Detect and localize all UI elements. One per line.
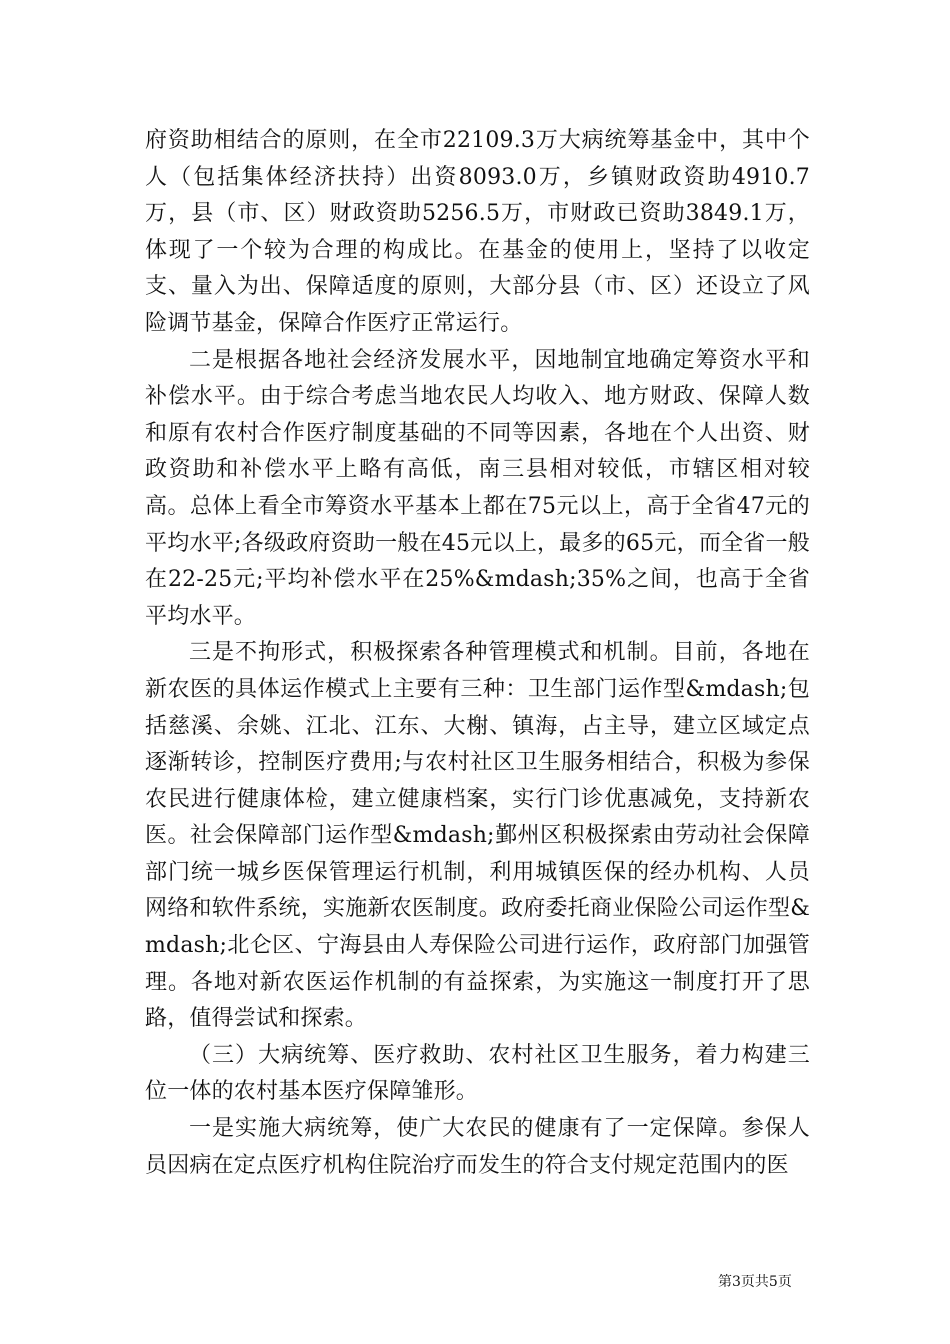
paragraph-1: 府资助相结合的原则，在全市22109.3万大病统筹基金中，其中个人（包括集体经济扶持）出资8093.0万，乡镇财政资助4910.7万，县（市、区）财政资助5256.5万，市财政已资助3849.1万，体现了一个较为合理的构成比。在基金的使用上，坚持了以收定支、量入为出、保障适度的原则，大部分县（市、区）还设立了风险调节基金，保障合作医疗正常运行。 bbox=[145, 128, 810, 336]
paragraph-3: 三是不拘形式，积极探索各种管理模式和机制。目前，各地在新农医的具体运作模式上主要有三种：卫生部门运作型&mdash;包括慈溪、余姚、江北、江东、大榭、镇海，占主导，建立区域定点逐渐转诊，控制医疗费用;与农村社区卫生服务相结合，积极为参保农民进行健康体检，建立健康档案，实行门诊优惠减免，支持新农医。社会保障部门运作型&mdash;鄞州区积极探索由劳动社会保障部门统一城乡医保管理运行机制，利用城镇医保的经办机构、人员网络和软件系统，实施新农医制度。政府委托商业保险公司运作型&mdash;北仑区、宁海县由人寿保险公司进行运作，政府部门加强管理。各地对新农医运作机制的有益探索，为实施这一制度打开了思路，值得尝试和探索。 bbox=[145, 640, 810, 1032]
paragraph-5: 一是实施大病统筹，使广大农民的健康有了一定保障。参保人员因病在定点医疗机构住院治疗而发生的符合支付规定范围内的医 bbox=[145, 1116, 810, 1178]
page-number-footer: 第3页共5页 bbox=[718, 1274, 792, 1290]
paragraph-2: 二是根据各地社会经济发展水平，因地制宜地确定筹资水平和补偿水平。由于综合考虑当地农民人均收入、地方财政、保障人数和原有农村合作医疗制度基础的不同等因素，各地在个人出资、财政资助和补偿水平上略有高低，南三县相对较低，市辖区相对较高。总体上看全市筹资水平基本上都在75元以上，高于全省47元的平均水平;各级政府资助一般在45元以上，最多的65元，而全省一般在22-25元;平均补偿水平在25%&mdash;35%之间，也高于全省平均水平。 bbox=[145, 347, 810, 629]
paragraph-4: （三）大病统筹、医疗救助、农村社区卫生服务，着力构建三位一体的农村基本医疗保障雏形。 bbox=[145, 1042, 810, 1105]
document-body bbox=[145, 123, 810, 1184]
